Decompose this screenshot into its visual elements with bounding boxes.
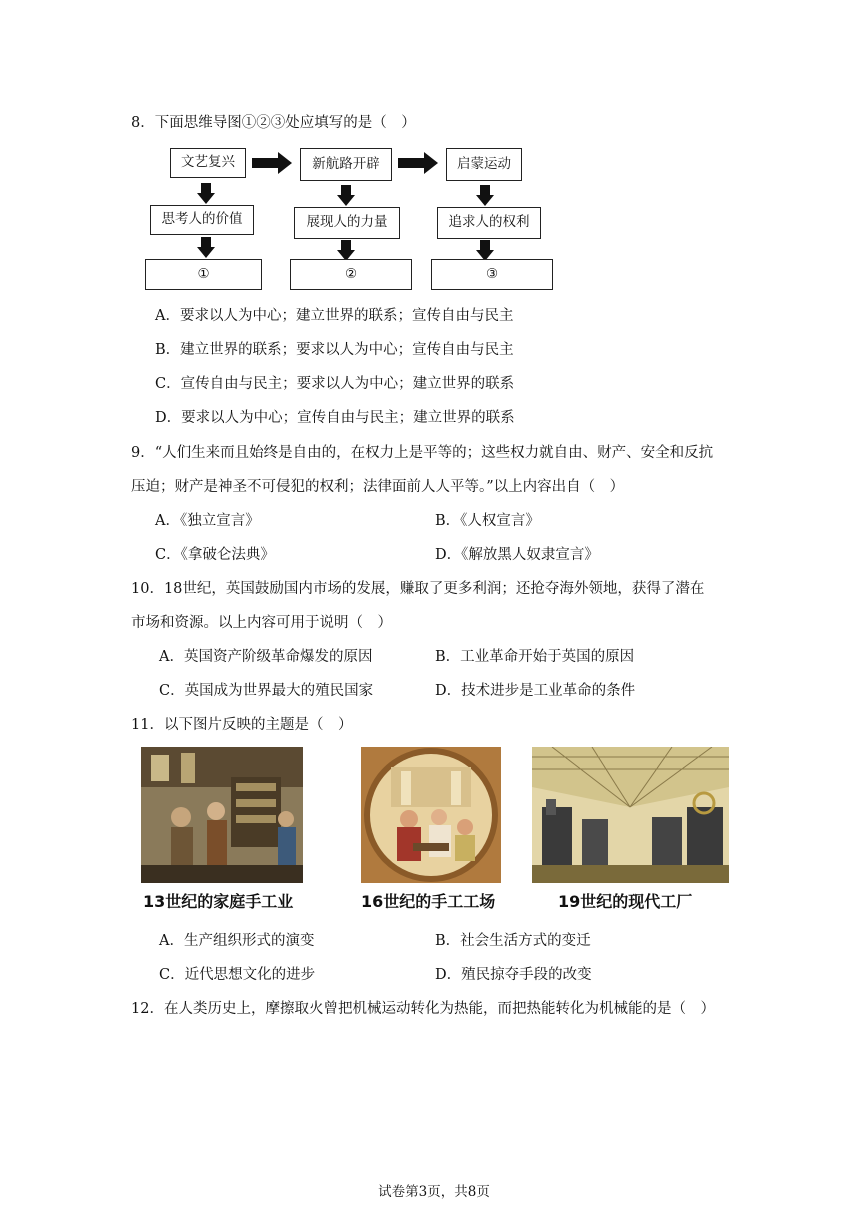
question-9-stem-line2: 压迫；财产是神圣不可侵犯的权利；法律面前人人平等。”以上内容出自（ ）: [131, 479, 625, 495]
question-8-stem: 8．下面思维导图①②③处应填写的是（ ）: [131, 115, 416, 131]
question-11-option-a[interactable]: A．生产组织形式的演变: [159, 933, 315, 949]
map-box-human-value: 思考人的价值: [150, 205, 254, 235]
picture-modern-factory: [532, 747, 729, 883]
question-10-option-d[interactable]: D．技术进步是工业革命的条件: [435, 683, 636, 699]
question-10-option-c[interactable]: C．英国成为世界最大的殖民国家: [159, 683, 374, 699]
question-9-option-c[interactable]: C．《拿破仑法典》: [155, 547, 275, 563]
arrow-down-icon: [476, 185, 494, 207]
map-blank-2: ②: [290, 259, 412, 290]
caption-handicraft-workshop: 16世纪的手工工场: [361, 892, 496, 911]
question-8-option-a[interactable]: A．要求以人为中心；建立世界的联系；宣传自由与民主: [155, 308, 514, 324]
question-12-stem: 12．在人类历史上，摩擦取火曾把机械运动转化为热能，而把热能转化为机械能的是（ ）: [131, 1001, 715, 1017]
question-9-option-d[interactable]: D．《解放黑人奴隶宣言》: [435, 547, 599, 563]
question-10-stem-line2: 市场和资源。以上内容可用于说明（ ）: [131, 615, 392, 631]
arrow-right-icon: [398, 152, 440, 174]
caption-modern-factory: 19世纪的现代工厂: [558, 892, 693, 911]
question-8-option-c[interactable]: C．宣传自由与民主；要求以人为中心；建立世界的联系: [155, 376, 515, 392]
question-10-stem-line1: 10．18世纪，英国鼓励国内市场的发展，赚取了更多利润；还抢夺海外领地，获得了潜在: [131, 581, 705, 597]
map-blank-1: ①: [145, 259, 262, 290]
map-box-human-rights: 追求人的权利: [437, 207, 541, 239]
question-9-stem-line1: 9．“人们生来而且始终是自由的，在权力上是平等的；这些权力就自由、财产、安全和反抗: [131, 445, 714, 461]
map-blank-3: ③: [431, 259, 553, 290]
question-11-option-d[interactable]: D．殖民掠夺手段的改变: [435, 967, 592, 983]
question-9-option-a[interactable]: A．《独立宣言》: [155, 513, 260, 529]
question-11-option-c[interactable]: C．近代思想文化的进步: [159, 967, 316, 983]
map-box-renaissance: 文艺复兴: [170, 148, 246, 178]
map-box-human-power: 展现人的力量: [294, 207, 400, 239]
page-footer: 试卷第3页，共8页: [378, 1184, 490, 1200]
arrow-right-icon: [252, 152, 294, 174]
caption-home-handicraft: 13世纪的家庭手工业: [143, 892, 294, 911]
picture-handicraft-workshop: [361, 747, 501, 883]
question-10-option-b[interactable]: B．工业革命开始于英国的原因: [435, 649, 635, 665]
question-11-stem: 11．以下图片反映的主题是（ ）: [131, 717, 353, 733]
map-box-new-routes: 新航路开辟: [300, 148, 392, 181]
arrow-down-icon: [197, 183, 215, 205]
map-box-enlightenment: 启蒙运动: [446, 148, 522, 181]
question-9-option-b[interactable]: B．《人权宣言》: [435, 513, 540, 529]
question-8-option-b[interactable]: B．建立世界的联系；要求以人为中心；宣传自由与民主: [155, 342, 514, 358]
arrow-down-icon: [337, 185, 355, 207]
arrow-down-icon: [197, 237, 215, 259]
question-10-option-a[interactable]: A．英国资产阶级革命爆发的原因: [159, 649, 373, 665]
question-8-option-d[interactable]: D．要求以人为中心；宣传自由与民主；建立世界的联系: [155, 410, 515, 426]
picture-home-handicraft: [141, 747, 303, 883]
question-11-option-b[interactable]: B．社会生活方式的变迁: [435, 933, 591, 949]
